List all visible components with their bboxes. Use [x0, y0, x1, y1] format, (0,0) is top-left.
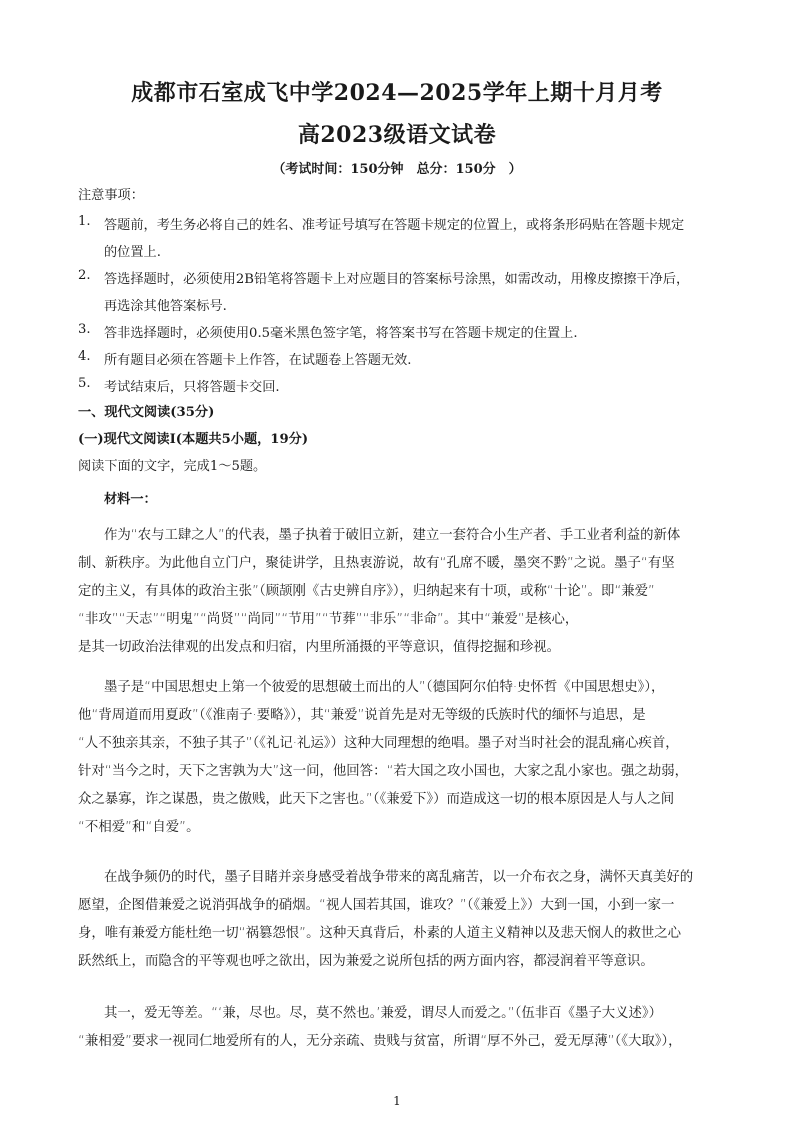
paragraph-line: 定的主义，有具体的政治主张”（顾颉刚《古史辨自序》），归纳起来有十项，或称“十论”。即“兼爱”	[78, 584, 655, 599]
page-number: 1	[393, 1094, 401, 1108]
section-subheading: (一)现代文阅读Ⅰ(本题共5小题，19分)	[78, 432, 309, 447]
paragraph-line: 他“背周道而用夏政”（《淮南子·要略》），其“兼爱”说首先是对无等级的氏族时代的缅怀与追思，是	[78, 708, 646, 723]
paragraph-line: 是其一切政治法律观的出发点和归宿，内里所涌摄的平等意识，值得挖掘和珍视。	[78, 640, 561, 655]
note-line: 考试结束后，只将答题卡交回.	[104, 380, 280, 395]
paragraph-line: 墨子是“中国思想史上第一个彼爱的思想破土而出的人”（德国阿尔伯特·史怀哲《中国思想史》），	[104, 680, 665, 695]
note-number: 4.	[78, 349, 91, 364]
paragraph-line: 身，唯有兼爱方能杜绝一切“祸篡怨恨”。这种天真背后，朴素的人道主义精神以及悲天悯人的救世之心	[78, 926, 682, 941]
paragraph-line: 众之暴寡，诈之谋愚，贵之傲贱，此天下之害也。”（《兼爱下》）而造成这一切的根本原因是人与人之间	[78, 792, 675, 807]
paragraph-line: 针对“当今之时，天下之害孰为大”这一问，他回答：“若大国之攻小国也，大家之乱小家也。强之劫弱，	[78, 764, 688, 779]
note-line: 答题前，考生务必将自己的姓名、准考证号填写在答题卡规定的位置上，或将条形码贴在答题卡规定	[104, 218, 685, 233]
paragraph-line: “不相爱”和“自爱”。	[78, 820, 200, 835]
note-number: 2.	[78, 268, 91, 283]
paragraph-line: 愿望，企图借兼爱之说消弭战争的硝烟。“视人国若其国，谁攻？”（《兼爱上》）大到一国，小到一家一	[78, 898, 675, 913]
paragraph-line: 在战争频仍的时代，墨子目睹并亲身感受着战争带来的离乱痛苦，以一介布衣之身，满怀天真美好的	[104, 870, 694, 885]
material-label: 材料一：	[104, 492, 157, 507]
note-line: 的位置上.	[104, 245, 161, 260]
paragraph-line: 其一，爱无等差。“‘兼，尽也。尽，莫不然也。’兼爱，谓尽人而爱之。”（伍非百《墨子大义述》）	[104, 1006, 662, 1021]
note-line: 所有题目必须在答题卡上作答，在试题卷上答题无效.	[104, 353, 412, 368]
note-line: 再选涂其他答案标号.	[104, 299, 227, 314]
note-number: 1.	[78, 214, 91, 229]
paragraph-line: “人不独亲其亲，不独子其子”（《礼记·礼运》）这种大同理想的绝唱。墨子对当时社会的混乱痛心疾首，	[78, 736, 679, 751]
section-instruction: 阅读下面的文字，完成1～5题。	[78, 459, 267, 474]
note-line: 答非选择题时，必须使用0.5毫米黑色签字笔，将答案书写在答题卡规定的住置上.	[104, 326, 578, 341]
notes-heading: 注意事项：	[78, 188, 144, 203]
exam-subtitle: 高2023级语文试卷	[297, 122, 497, 148]
note-number: 3.	[78, 322, 91, 337]
paragraph-line: 跃然纸上，而隐含的平等观也呼之欲出，因为兼爱之说所包括的两方面内容，都浸润着平等意识。	[78, 954, 654, 969]
paragraph-line: 制、新秩序。为此他自立门户，聚徒讲学，且热衷游说，故有“孔席不暖，墨突不黔”之说。墨子“有坚	[78, 556, 675, 571]
exam-title: 成都市石室成飞中学2024—2025学年上期十月月考	[131, 80, 663, 106]
exam-meta: （考试时间：150分钟 总分：150分 ）	[272, 162, 522, 177]
note-line: 答选择题时，必须使用2B铅笔将答题卡上对应题目的答案标号涂黑，如需改动，用橡皮擦擦干净后，	[104, 272, 690, 287]
note-number: 5.	[78, 376, 91, 391]
paragraph-line: “非攻”“天志”“明鬼”“尚贤”“尚同”“节用”“节葬”“非乐”“非命”。其中“兼爱”是核心，	[78, 612, 579, 627]
section-heading: 一、现代文阅读(35分)	[78, 405, 215, 420]
paragraph-line: “兼相爱”要求一视同仁地爱所有的人，无分亲疏、贵贱与贫富，所谓“厚不外己，爱无厚薄”（《大取》），	[78, 1034, 682, 1049]
paragraph-line: 作为“农与工肆之人”的代表，墨子执着于破旧立新，建立一套符合小生产者、手工业者利益的新体	[104, 528, 681, 543]
